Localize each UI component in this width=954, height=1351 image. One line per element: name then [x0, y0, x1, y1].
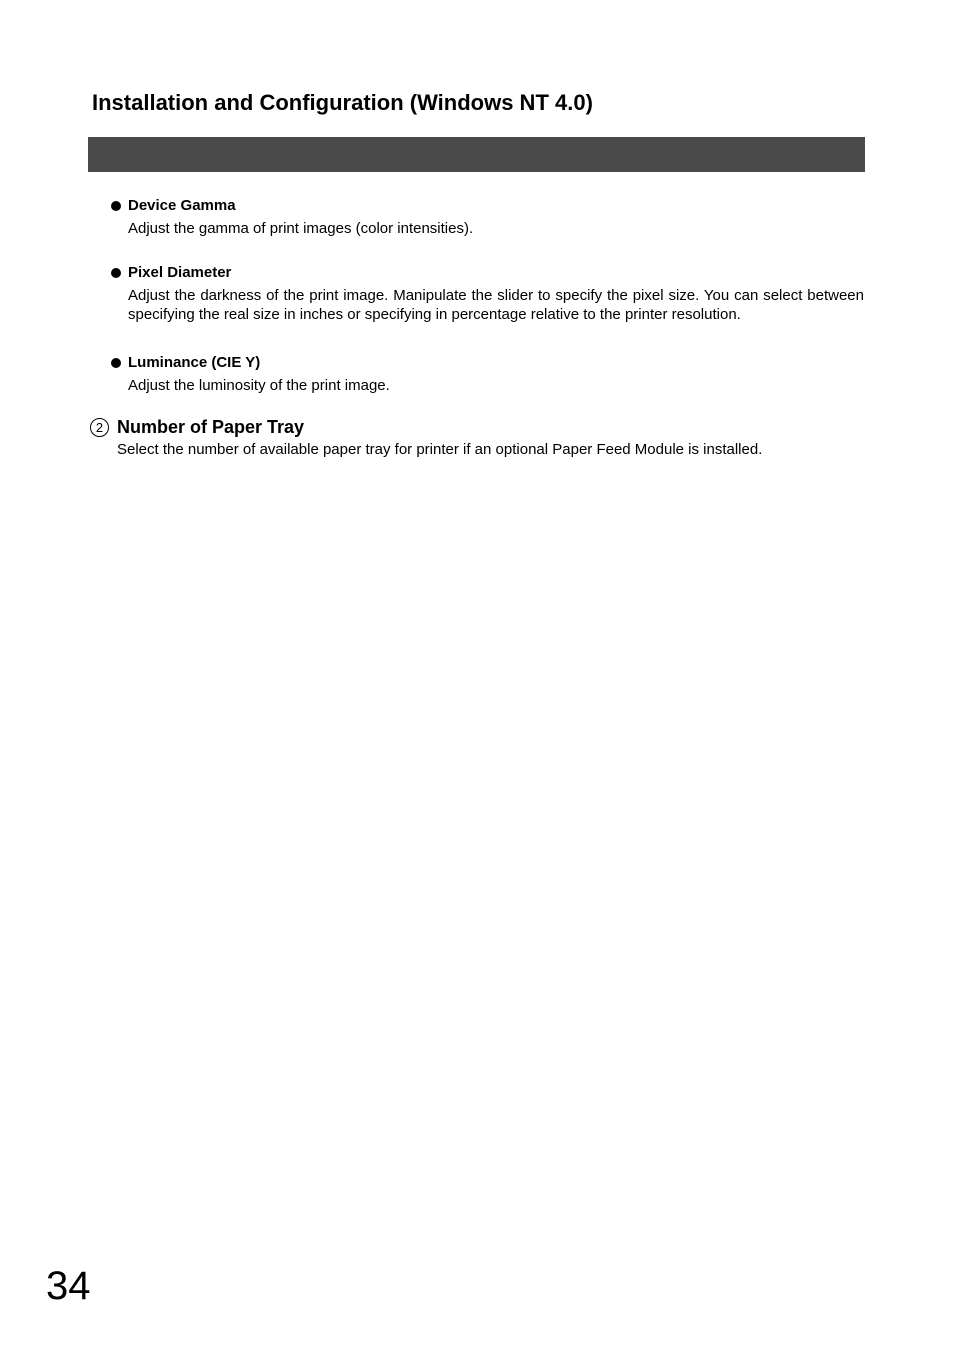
bullet-icon [111, 201, 121, 211]
section-title: Number of Paper Tray [117, 417, 305, 437]
circled-number-icon: 2 [90, 418, 109, 437]
item-title: Luminance (CIE Y) [128, 354, 261, 371]
list-item-device-gamma [111, 197, 871, 238]
page-number: 34 [46, 1264, 91, 1308]
page-title: Installation and Configuration (Windows NT 4.0) [92, 90, 593, 115]
section-description: Select the number of available paper tray for printer if an optional Paper Feed Module is installed. [117, 441, 763, 458]
bullet-icon [111, 358, 121, 368]
item-heading [111, 354, 871, 372]
item-description: Adjust the darkness of the print image. Manipulate the slider to specify the pixel size. You can select between specifying the real size in inches or specifying in percentage relative to the printer resolution. [128, 287, 864, 323]
section-heading [90, 416, 860, 438]
item-title: Device Gamma [128, 197, 236, 214]
item-title: Pixel Diameter [128, 264, 232, 281]
list-item-pixel-diameter [111, 264, 871, 324]
item-heading [111, 197, 871, 215]
list-item-luminance [111, 354, 871, 395]
item-description: Adjust the gamma of print images (color intensities). [128, 220, 474, 237]
section-header-band [88, 137, 865, 172]
item-heading [111, 264, 871, 282]
bullet-icon [111, 268, 121, 278]
section-number-of-paper-tray [90, 416, 860, 459]
item-description: Adjust the luminosity of the print image. [128, 377, 390, 394]
